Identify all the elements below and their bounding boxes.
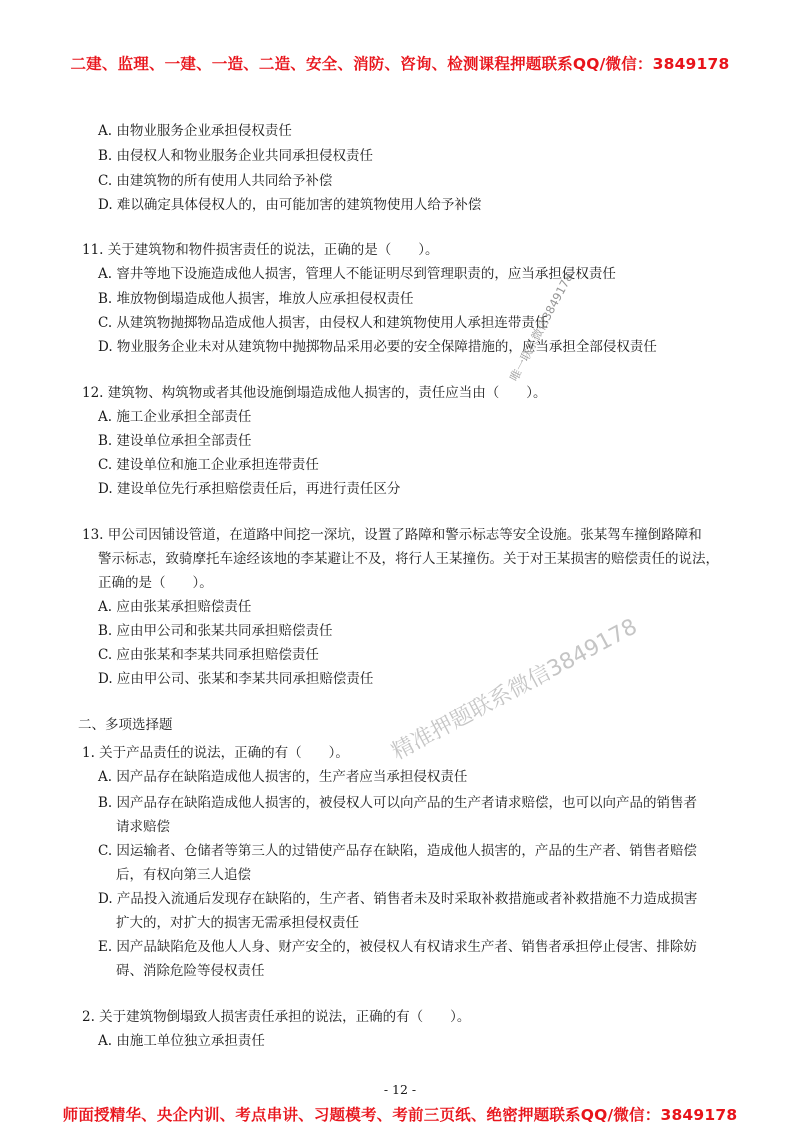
option-line: A. 因产品存在缺陷造成他人损害的，生产者应当承担侵权责任	[98, 769, 468, 785]
option-line: C. 从建筑物抛掷物品造成他人损害，由侵权人和建筑物使用人承担连带责任	[98, 315, 549, 331]
watermark-small: 唯一联系微信3849178	[506, 270, 576, 384]
footer-banner: 师面授精华、央企内训、考点串讲、习题模考、考前三页纸、绝密押题联系QQ/微信：3849178	[62, 1106, 738, 1124]
option-line: A. 由施工单位独立承担责任	[98, 1033, 265, 1049]
option-line: A. 由物业服务企业承担侵权责任	[98, 123, 292, 139]
option-continuation: 碍、消除危险等侵权责任	[116, 963, 265, 979]
question-line: 2. 关于建筑物倒塌致人损害责任承担的说法，正确的有（ ）。	[82, 1009, 471, 1025]
header-banner: 二建、监理、一建、一造、二造、安全、消防、咨询、检测课程押题联系QQ/微信：3849178	[70, 55, 730, 73]
option-line: A. 应由张某承担赔偿责任	[98, 599, 252, 615]
option-line: C. 应由张某和李某共同承担赔偿责任	[98, 647, 319, 663]
option-line: B. 应由甲公司和张某共同承担赔偿责任	[98, 623, 333, 639]
option-line: D. 产品投入流通后发现存在缺陷的，生产者、销售者未及时采取补救措施或者补救措施不力造成损害	[98, 891, 698, 907]
option-line: E. 因产品缺陷危及他人人身、财产安全的，被侵权人有权请求生产者、销售者承担停止侵害、排除妨	[98, 939, 697, 955]
option-line: D. 建设单位先行承担赔偿责任后，再进行责任区分	[98, 481, 401, 497]
option-line: A. 施工企业承担全部责任	[98, 409, 252, 425]
option-line: C. 由建筑物的所有使用人共同给予补偿	[98, 173, 333, 189]
option-line: D. 应由甲公司、张某和李某共同承担赔偿责任	[98, 671, 374, 687]
option-continuation: 后，有权向第三人追偿	[116, 867, 251, 883]
option-line: B. 建设单位承担全部责任	[98, 433, 252, 449]
option-line: D. 物业服务企业未对从建筑物中抛掷物品采用必要的安全保障措施的，应当承担全部侵权责任	[98, 339, 657, 355]
question-line: 1. 关于产品责任的说法，正确的有（ ）。	[82, 745, 349, 761]
option-line: D. 难以确定具体侵权人的，由可能加害的建筑物使用人给予补偿	[98, 197, 482, 213]
option-continuation: 请求赔偿	[116, 819, 170, 835]
option-line: B. 因产品存在缺陷造成他人损害的，被侵权人可以向产品的生产者请求赔偿，也可以向产品的销售者	[98, 795, 698, 811]
option-continuation: 扩大的，对扩大的损害无需承担侵权责任	[116, 915, 359, 931]
question-continuation: 警示标志，致骑摩托车途经该地的李某避让不及，将行人王某撞伤。关于对王某损害的赔偿责任的说法，	[98, 551, 719, 567]
section-heading: 二、多项选择题	[78, 717, 173, 733]
question-line: 11. 关于建筑物和物件损害责任的说法，正确的是（ ）。	[82, 242, 439, 258]
option-line: B. 由侵权人和物业服务企业共同承担侵权责任	[98, 148, 374, 164]
option-line: C. 建设单位和施工企业承担连带责任	[98, 457, 319, 473]
option-line: B. 堆放物倒塌造成他人损害，堆放人应承担侵权责任	[98, 291, 414, 307]
page-number: - 12 -	[383, 1082, 417, 1097]
question-line: 13. 甲公司因铺设管道，在道路中间挖一深坑，设置了路障和警示标志等安全设施。张某驾车撞倒路障和	[82, 527, 702, 543]
watermark-large: 精准押题联系微信3849178	[387, 614, 642, 766]
option-line: C. 因运输者、仓储者等第三人的过错使产品存在缺陷，造成他人损害的，产品的生产者、销售者赔偿	[98, 843, 697, 859]
question-line: 12. 建筑物、构筑物或者其他设施倒塌造成他人损害的，责任应当由（ ）。	[82, 385, 547, 401]
option-line: A. 窨井等地下设施造成他人损害，管理人不能证明尽到管理职责的，应当承担侵权责任	[98, 266, 616, 282]
question-continuation: 正确的是（ ）。	[98, 575, 213, 591]
